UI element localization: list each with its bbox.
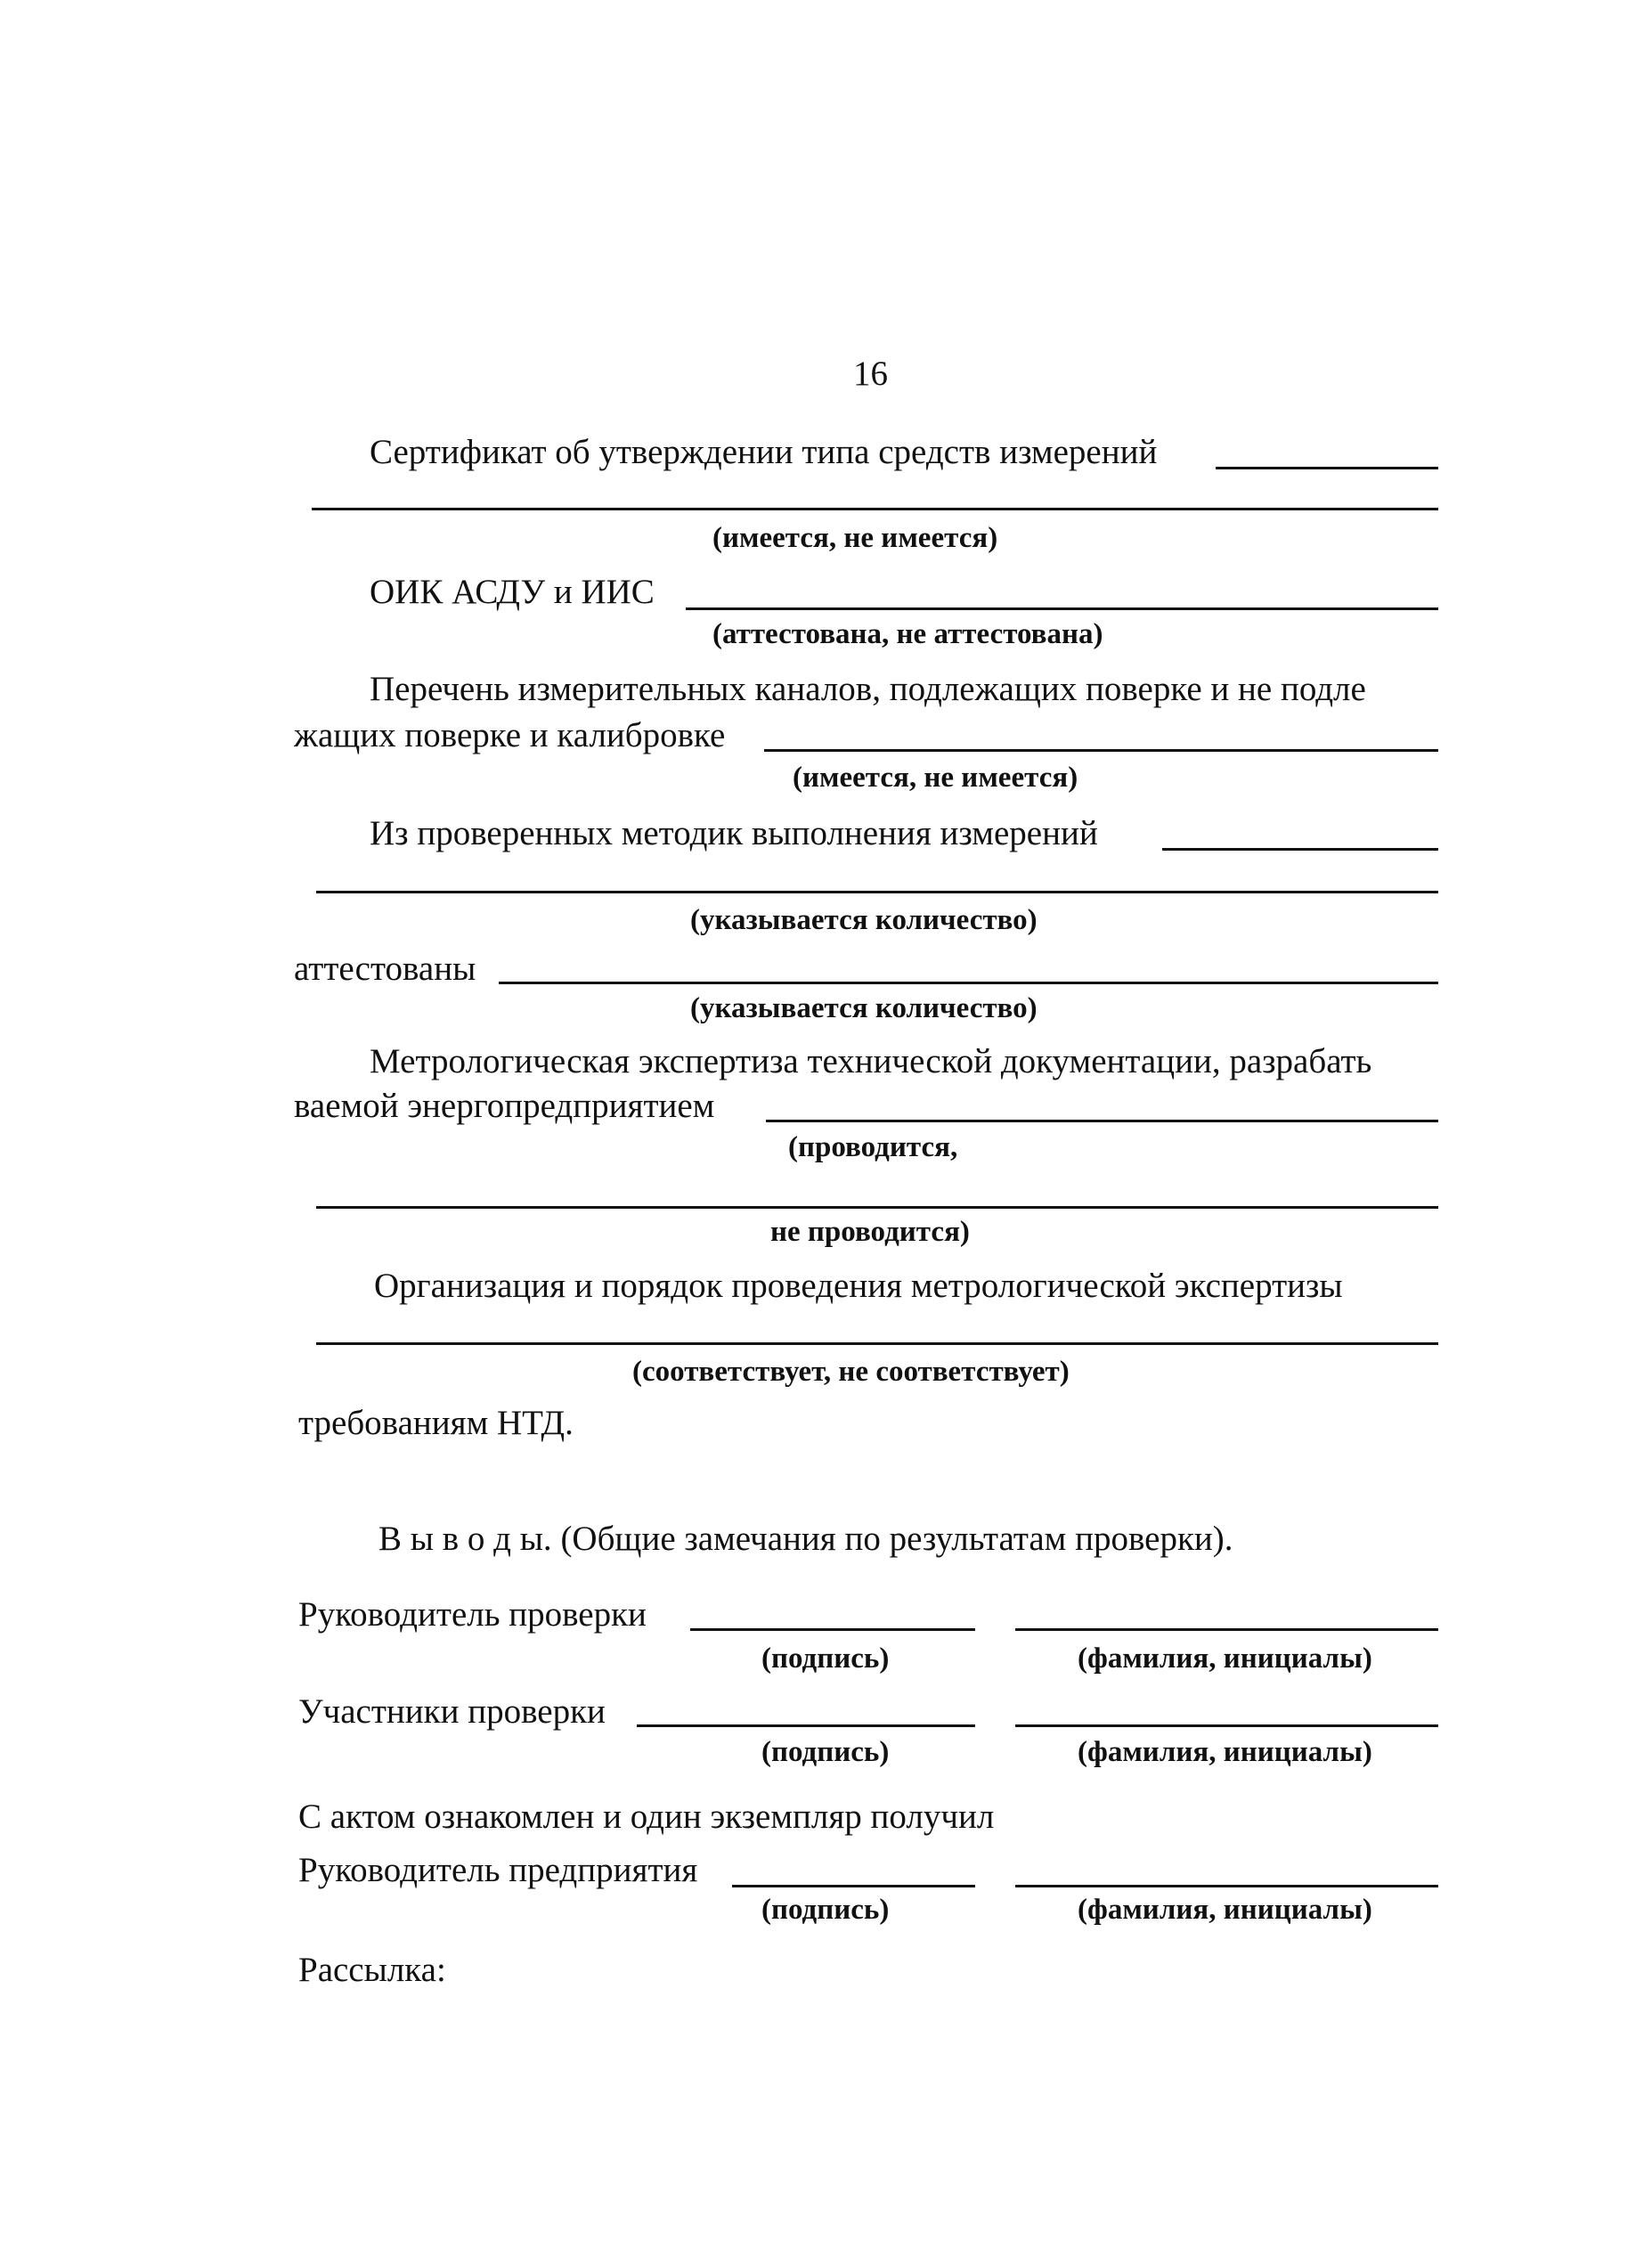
certificate-field-line[interactable]	[1216, 467, 1438, 469]
attested-hint: (указывается количество)	[690, 992, 1038, 1024]
oik-hint: (аттестована, не аттестована)	[712, 618, 1103, 650]
methods-hint: (указывается количество)	[690, 904, 1038, 936]
distribution-label: Рассылка:	[298, 1951, 446, 1989]
conclusions-spaced: В ы в о д ы.	[378, 1520, 552, 1558]
expertise-line1: Метрологическая экспертиза технической документации, разрабать	[370, 1042, 1372, 1080]
head-name-caption: (фамилия, инициалы)	[1078, 1643, 1372, 1675]
organization-tail: требованиям НТД.	[298, 1404, 574, 1442]
channels-line2: жащих поверке и калибровке	[294, 716, 726, 754]
participants-name-caption: (фамилия, инициалы)	[1078, 1736, 1372, 1768]
director-label: Руководитель предприятия	[298, 1851, 698, 1889]
attested-label: аттестованы	[294, 950, 476, 988]
head-sign-line[interactable]	[690, 1628, 975, 1631]
organization-hint: (соответствует, не соответствует)	[632, 1356, 1070, 1388]
participants-name-line[interactable]	[1015, 1724, 1438, 1727]
oik-field-line[interactable]	[686, 607, 1438, 610]
channels-field-line[interactable]	[764, 749, 1438, 752]
conclusions-heading	[378, 1521, 1233, 1556]
acknowledged-text: С актом ознакомлен и один экземпляр получил	[298, 1797, 995, 1836]
head-sign-caption: (подпись)	[761, 1643, 890, 1675]
head-label: Руководитель проверки	[298, 1595, 647, 1634]
attested-field-line[interactable]	[499, 982, 1438, 984]
participants-sign-line[interactable]	[637, 1724, 975, 1727]
methods-field-line-2[interactable]	[316, 891, 1438, 893]
participants-sign-caption: (подпись)	[761, 1736, 890, 1768]
organization-label: Организация и порядок проведения метрологической экспертизы	[374, 1267, 1343, 1305]
certificate-label: Сертификат об утверждении типа средств измерений	[370, 433, 1158, 471]
certificate-field-line-2[interactable]	[312, 508, 1438, 510]
organization-field-line[interactable]	[316, 1342, 1438, 1345]
director-name-line[interactable]	[1015, 1885, 1438, 1887]
conclusions-note: (Общие замечания по результатам проверки).	[560, 1520, 1233, 1558]
expertise-hint-1: (проводится,	[788, 1131, 958, 1163]
director-sign-line[interactable]	[732, 1885, 975, 1887]
channels-hint: (имеется, не имеется)	[793, 762, 1078, 794]
oik-label: ОИК АСДУ и ИИС	[370, 573, 655, 611]
methods-label: Из проверенных методик выполнения измерений	[370, 814, 1098, 852]
page-number: 16	[853, 355, 888, 393]
expertise-hint-2: не проводится)	[770, 1216, 970, 1248]
director-sign-caption: (подпись)	[761, 1894, 890, 1926]
channels-line1: Перечень измерительных каналов, подлежащих поверке и не подле	[370, 670, 1366, 708]
participants-label: Участники проверки	[298, 1692, 606, 1731]
director-name-caption: (фамилия, инициалы)	[1078, 1894, 1372, 1926]
expertise-field-line-2[interactable]	[316, 1206, 1438, 1209]
expertise-field-line[interactable]	[766, 1120, 1438, 1122]
expertise-line2: ваемой энергопредприятием	[294, 1087, 715, 1125]
certificate-hint: (имеется, не имеется)	[712, 522, 998, 554]
head-name-line[interactable]	[1015, 1628, 1438, 1631]
methods-field-line[interactable]	[1162, 848, 1438, 851]
